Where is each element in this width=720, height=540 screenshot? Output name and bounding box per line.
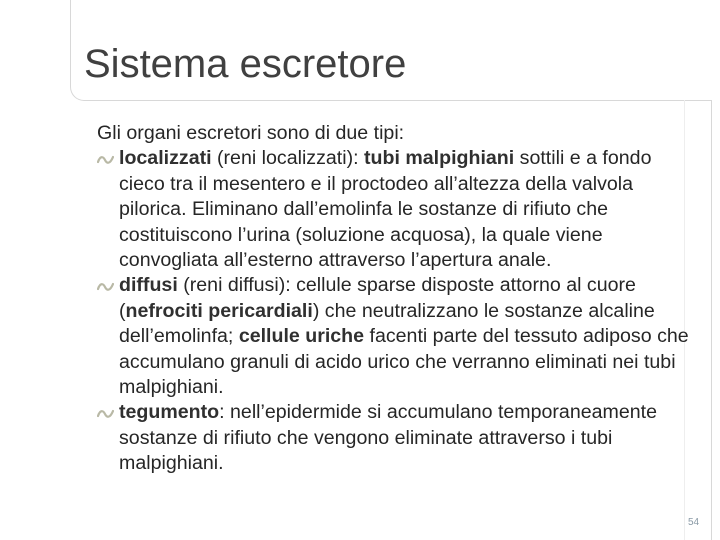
- wave-bullet-icon: [97, 407, 114, 420]
- bullet-term: diffusi: [119, 274, 178, 297]
- bullet-term: tubi malpighiani: [364, 147, 515, 170]
- bullet-term: tegumento: [119, 401, 220, 424]
- bullet-item: [97, 400, 697, 476]
- bullet-item: [97, 273, 697, 400]
- bullet-item: [97, 146, 697, 273]
- bullet-text: ) che neutralizzano le sostanze alcaline dell’emolinfa;: [119, 299, 655, 348]
- bullet-list: [97, 146, 697, 476]
- bullet-text: (reni diffusi): cellule sparse disposte attorno al cuore (: [119, 274, 636, 322]
- bullet-term: nefrociti pericardiali: [125, 299, 313, 322]
- bullet-term: cellule uriche: [238, 325, 365, 348]
- page-number: 54: [688, 517, 700, 528]
- slide-title: Sistema escretore: [84, 42, 407, 86]
- wave-bullet-icon: [97, 153, 114, 166]
- bullet-term: localizzati: [119, 147, 212, 170]
- intro-text: Gli organi escretori sono di due tipi:: [97, 122, 405, 144]
- wave-bullet-icon: [97, 280, 114, 293]
- bullet-text: facenti parte del tessuto adiposo che accumulano granuli di acido urico che verranno eliminati nei tubi malpighiani.: [119, 325, 689, 399]
- bullet-text: sottili e a fondo cieco tra il mesentero e il proctodeo all’altezza della valvola pilorica. Eliminano dall’emolinfa le sostanze di rifiuto che costituiscono l’urina (soluzione acquosa), la quale viene convogliata all’esterno attraverso l’apertura anale.: [119, 147, 652, 272]
- bullet-text: (reni localizzati):: [211, 147, 364, 170]
- bullet-text: : nell’epidermide si accumulano temporaneamente sostanze di rifiuto che vengono eliminate attraverso i tubi malpighiani.: [119, 401, 657, 475]
- slide-body: [97, 121, 697, 477]
